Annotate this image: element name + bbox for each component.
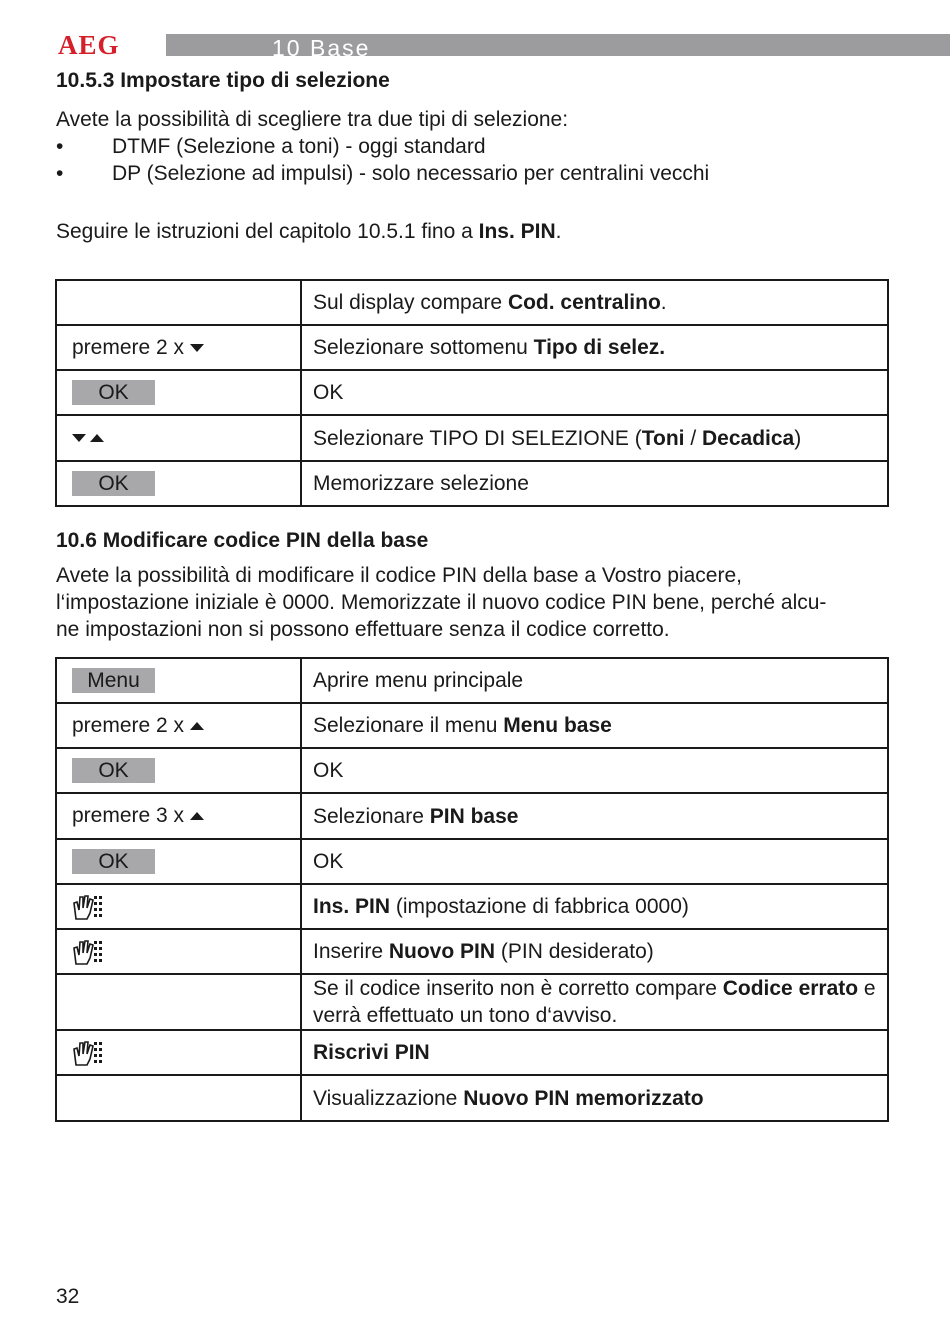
description-text: Memorizzare selezione <box>313 472 529 495</box>
arrow-down-icon <box>72 434 86 442</box>
display-text-bold: Cod. centralino <box>507 291 661 314</box>
step-action-cell <box>56 1030 301 1075</box>
chapter-title: 10 Base <box>272 35 371 61</box>
description-text: e verrà effettuato un tono d‘avviso. <box>313 977 876 1027</box>
steps-table-dial-type <box>55 279 889 507</box>
step-action-cell <box>56 370 301 415</box>
description-text: Aprire menu principale <box>313 669 524 692</box>
step-action-cell <box>56 1075 301 1121</box>
section2-line: ne impostazioni non si possono effettuare senza il codice corretto. <box>56 618 670 641</box>
step-description-cell <box>301 1030 888 1075</box>
bullet-text: DP (Selezione ad impulsi) - solo necessario per centralini vecchi <box>112 162 710 185</box>
description-text: Sul display compare <box>313 291 508 314</box>
display-text-bold: Ins. PIN <box>313 895 391 918</box>
step-action-cell <box>56 658 301 703</box>
step-description-cell <box>301 703 888 748</box>
step-action-cell <box>56 929 301 974</box>
step-description-cell <box>301 415 888 461</box>
description-text: (PIN desiderato) <box>495 940 654 963</box>
description-text: OK <box>313 850 344 873</box>
description-text: Selezionare <box>313 804 430 828</box>
bullet-text: DTMF (Selezione a toni) - oggi standard <box>112 135 486 158</box>
step-row <box>56 658 888 703</box>
step-description-cell <box>301 793 888 839</box>
description-text: OK <box>313 381 344 404</box>
step-action-cell <box>56 703 301 748</box>
display-text-bold: PIN base <box>429 804 519 828</box>
step-action-cell <box>56 974 301 1030</box>
description-text: Selezionare il menu <box>313 714 504 737</box>
step-description-cell <box>301 325 888 370</box>
step-row <box>56 415 888 461</box>
arrow-down-up-icon <box>72 426 108 449</box>
step-row <box>56 1030 888 1075</box>
ok-key: OK <box>72 849 155 874</box>
step-action-cell <box>56 839 301 884</box>
bullet-dot: • <box>56 162 64 185</box>
ok-key: OK <box>72 380 155 405</box>
step-row <box>56 929 888 974</box>
description-text: ) <box>794 426 802 450</box>
step-row <box>56 748 888 793</box>
ok-key: OK <box>72 471 155 496</box>
chapter-header-bar <box>166 34 950 61</box>
keypad-icon <box>72 893 106 921</box>
arrow-up-icon <box>190 722 204 730</box>
arrow-down-icon <box>190 344 204 352</box>
section2-line: Avete la possibilità di modificare il codice PIN della base a Vostro piacere, <box>56 564 742 587</box>
bullet-dot: • <box>56 135 64 158</box>
section1-intro: Avete la possibilità di scegliere tra due tipi di selezione: <box>56 108 569 131</box>
step-description-cell <box>301 370 888 415</box>
display-text-bold: Tipo di selez. <box>533 336 666 359</box>
section-heading-10-5-3: 10.5.3 Impostare tipo di selezione <box>56 69 390 92</box>
description-text: OK <box>313 759 344 782</box>
step-action-cell <box>56 325 301 370</box>
step-action-cell <box>56 793 301 839</box>
step-description-cell <box>301 748 888 793</box>
arrow-up-icon <box>190 812 204 820</box>
step-description-cell <box>301 658 888 703</box>
description-text: Visualizzazione <box>313 1086 464 1110</box>
step-row <box>56 325 888 370</box>
display-text-bold: Decadica <box>702 426 795 450</box>
keypad-icon <box>72 938 106 966</box>
display-text-bold: Nuovo PIN memorizzato <box>463 1086 704 1110</box>
display-text-bold: Menu base <box>503 714 612 737</box>
step-action-cell <box>56 280 301 325</box>
description-text: Se il codice inserito non è corretto compare <box>313 977 723 1000</box>
keypad-icon <box>72 1039 106 1067</box>
step-row <box>56 793 888 839</box>
press-count-text: premere 3 x <box>72 804 185 827</box>
step-row <box>56 884 888 929</box>
step-action-cell <box>56 884 301 929</box>
description-text: Selezionare TIPO DI SELEZIONE ( <box>313 426 642 450</box>
step-row <box>56 461 888 506</box>
step-row <box>56 974 888 1030</box>
step-row <box>56 1075 888 1121</box>
step-description-cell <box>301 1075 888 1121</box>
step-description-cell <box>301 974 888 1030</box>
section1-instruction <box>56 218 561 245</box>
instruction-text: Seguire le istruzioni del capitolo 10.5.1 fino a <box>56 220 479 243</box>
step-row <box>56 280 888 325</box>
step-description-cell <box>301 929 888 974</box>
step-description-cell <box>301 884 888 929</box>
ok-key: OK <box>72 758 155 783</box>
step-row <box>56 839 888 884</box>
step-description-cell <box>301 461 888 506</box>
aeg-logo: AEG <box>58 30 120 60</box>
step-action-cell <box>56 415 301 461</box>
step-row <box>56 703 888 748</box>
description-text: Inserire <box>313 940 389 963</box>
description-text: / <box>684 426 703 450</box>
display-text-bold: Nuovo PIN <box>388 940 496 963</box>
step-action-cell <box>56 461 301 506</box>
display-text-bold: Codice errato <box>722 977 859 1000</box>
description-text: Selezionare sottomenu <box>313 336 534 359</box>
step-description-cell <box>301 839 888 884</box>
step-row <box>56 370 888 415</box>
section-heading-10-6: 10.6 Modificare codice PIN della base <box>56 529 429 552</box>
press-count-text: premere 2 x <box>72 713 185 737</box>
page-number: 32 <box>56 1285 80 1308</box>
steps-table-change-pin <box>55 657 889 1122</box>
description-text: (impostazione di fabbrica 0000) <box>390 895 689 918</box>
display-text-bold: Toni <box>641 426 685 450</box>
arrow-up-icon <box>90 434 104 442</box>
step-description-cell <box>301 280 888 325</box>
instruction-bold: Ins. PIN <box>478 220 556 243</box>
description-text: . <box>660 291 667 314</box>
instruction-text: . <box>555 220 562 243</box>
menu-key: Menu <box>72 668 155 693</box>
step-action-cell <box>56 748 301 793</box>
press-count-text: premere 2 x <box>72 335 185 359</box>
display-text-bold: Riscrivi PIN <box>313 1041 430 1064</box>
section2-line: l‘impostazione iniziale è 0000. Memorizzate il nuovo codice PIN bene, perché alcu- <box>56 591 827 614</box>
